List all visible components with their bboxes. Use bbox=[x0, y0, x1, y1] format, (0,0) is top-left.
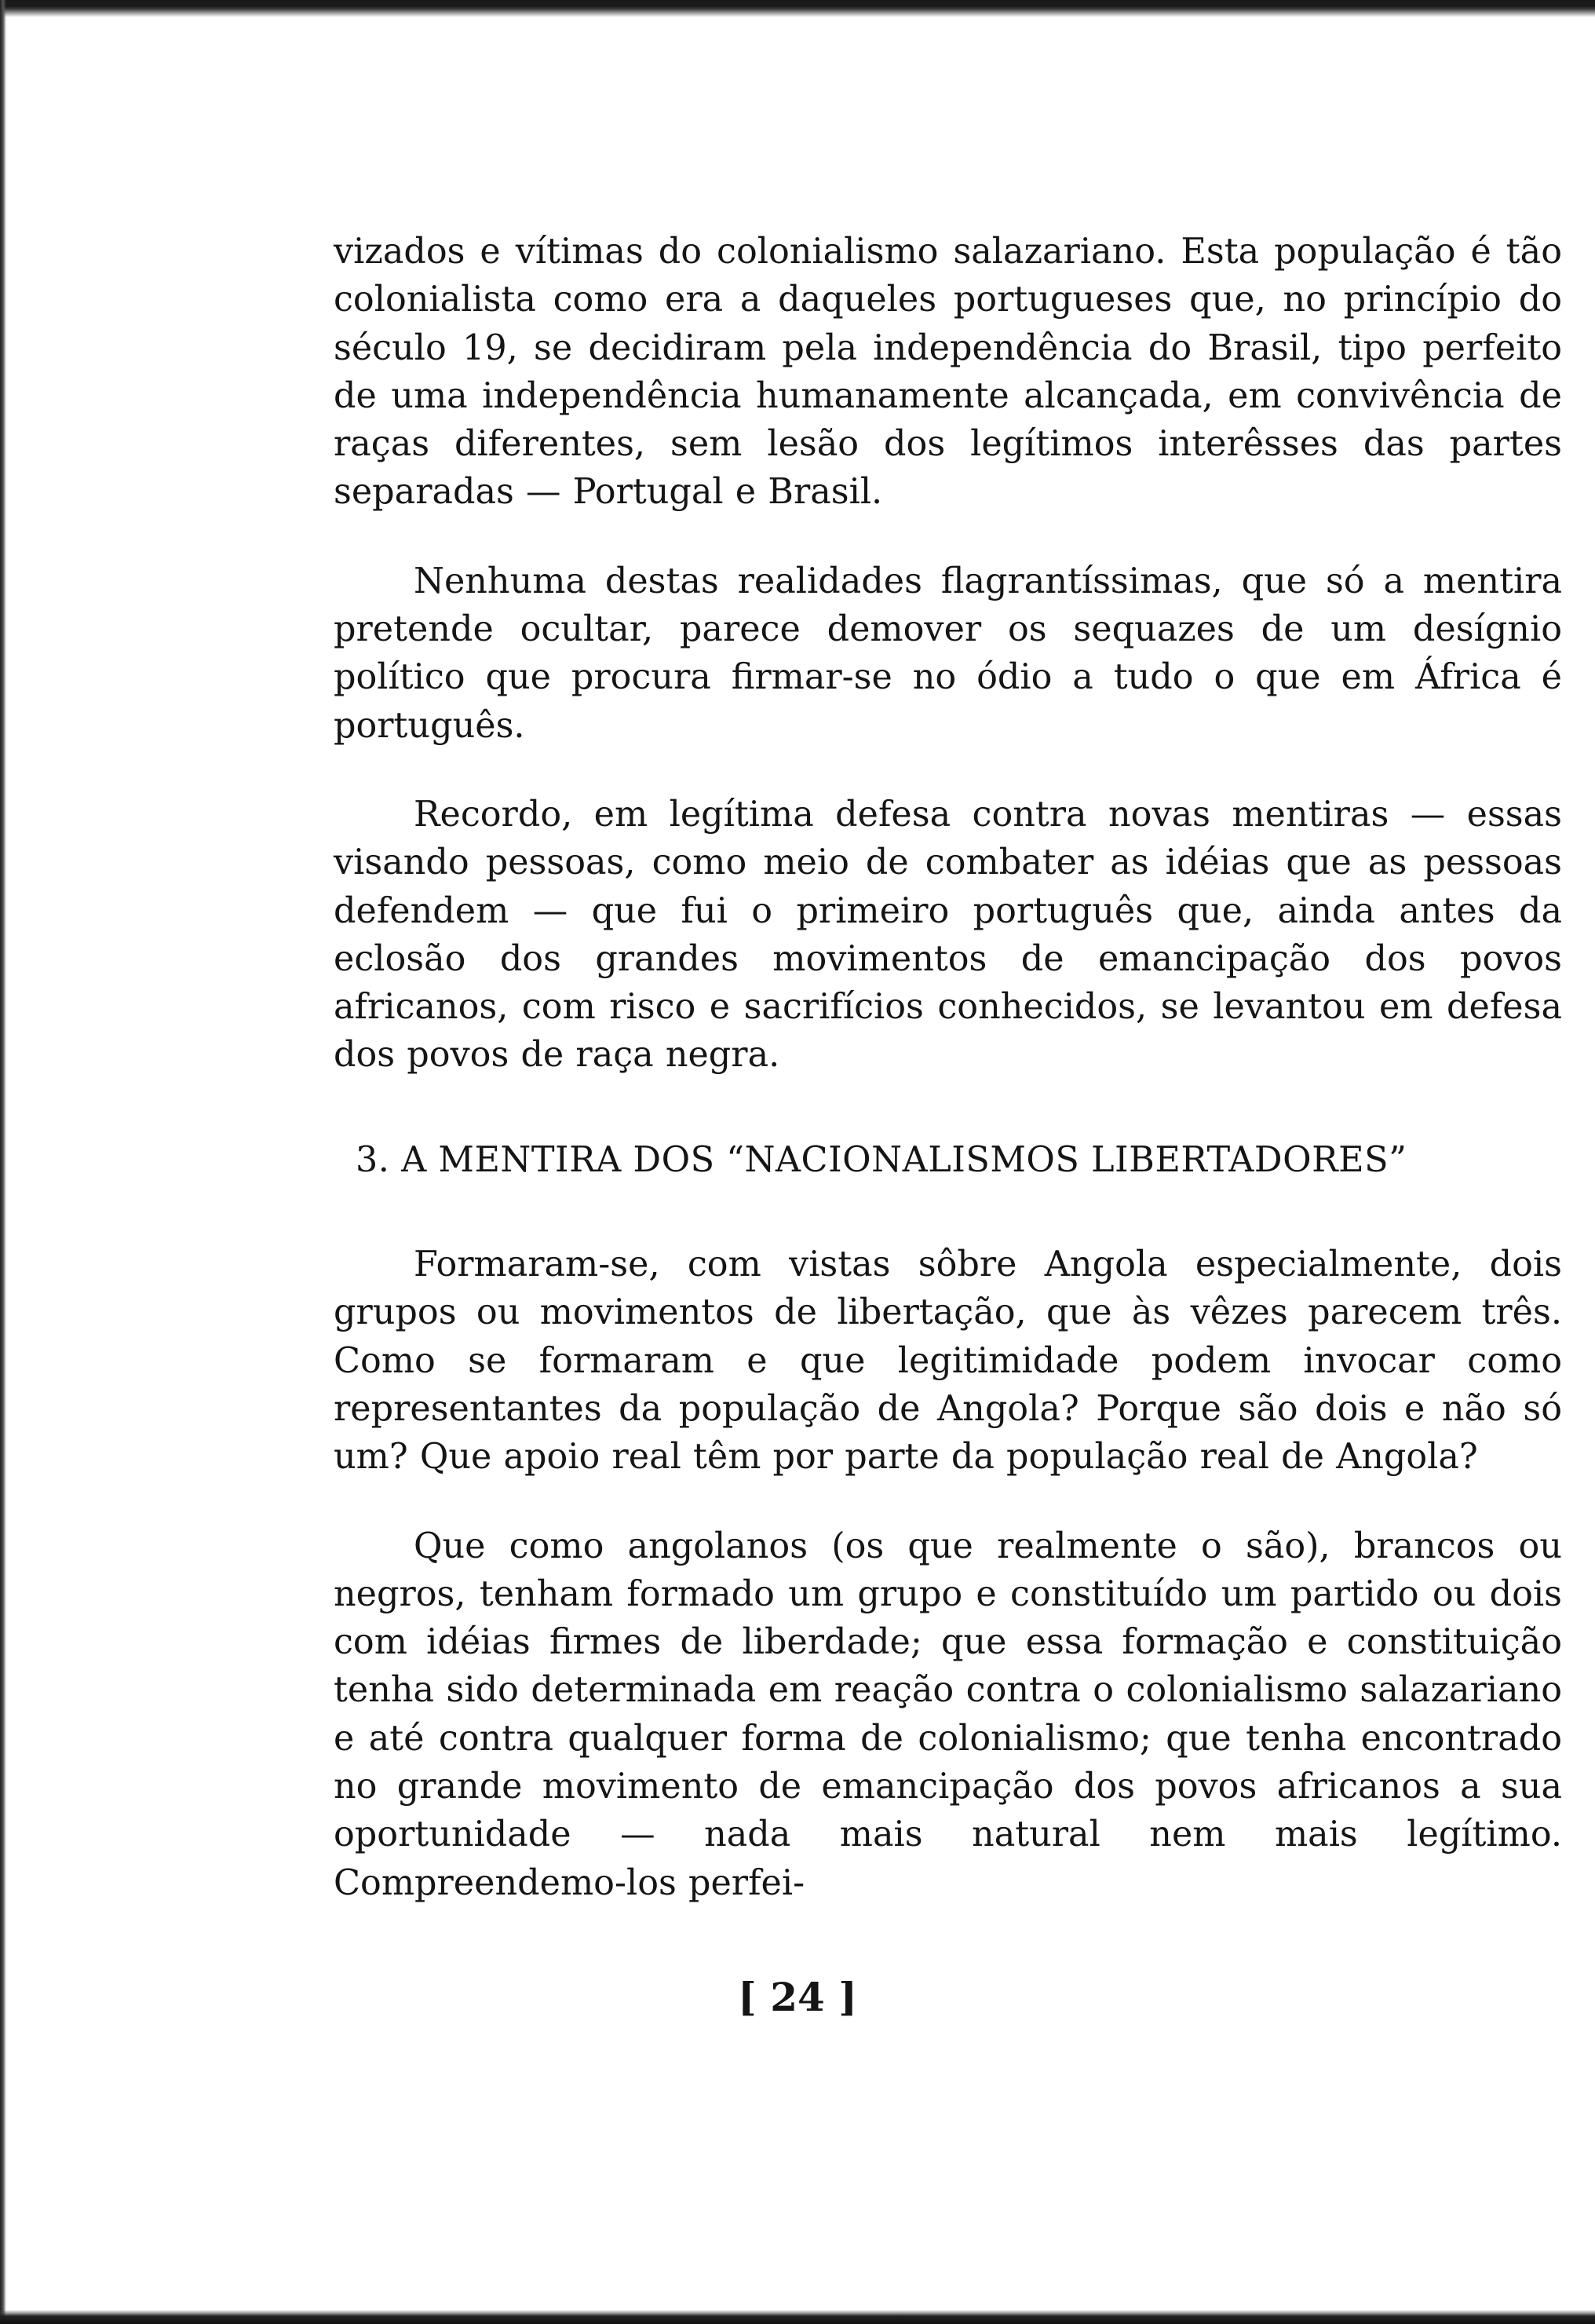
paragraph-gap bbox=[334, 517, 1562, 557]
page-body bbox=[334, 228, 1562, 1907]
paragraph-gap bbox=[334, 1482, 1562, 1522]
paragraph-continuation: vizados e vítimas do colonialismo salazariano. Esta população é tão colonialista como era a daqueles portugueses que, no princípio do século 19, se decidiram pela independência do Brasil, tipo perfeito de uma independência humanamente alcançada, em convivência de raças diferentes, sem lesão dos legítimos interêsses das partes separadas — Portugal e Brasil. bbox=[334, 232, 1562, 513]
scan-edge-top bbox=[0, 0, 1595, 17]
section-gap bbox=[334, 1080, 1562, 1136]
section-heading: 3. A MENTIRA DOS “NACIONALISMOS LIBERTADORES” bbox=[356, 1139, 1407, 1180]
paragraph: Que como angolanos (os que realmente o são), brancos ou negros, tenham formado um grupo e constituído um partido ou dois com idéias firmes de liberdade; que essa formação e constituição tenha sido determinada em reação contra o colonialismo salazariano e até contra qualquer forma de colonialismo; que tenha encontrado no grande movimento de emancipação dos povos africanos a sua oportunidade — nada mais natural nem mais legítimo. Compreendemo-los perfei- bbox=[334, 1526, 1562, 1903]
paragraph-gap bbox=[334, 750, 1562, 791]
section-gap bbox=[334, 1184, 1562, 1241]
page-number: [ 24 ] bbox=[738, 1974, 857, 2020]
paragraph: Recordo, em legítima defesa contra novas mentiras — essas visando pessoas, como meio de combater as idéias que as pessoas defendem — que fui o primeiro português que, ainda antes da eclosão dos grandes movimentos de emancipação dos povos africanos, com risco e sacrifícios conhecidos, se levantou em defesa dos povos de raça negra. bbox=[334, 794, 1562, 1076]
scan-edge-bottom bbox=[0, 2310, 1595, 2324]
paragraph: Formaram-se, com vistas sôbre Angola especialmente, dois grupos ou movimentos de libertação, que às vêzes parecem três. Como se formaram e que legitimidade podem invocar como representantes da população de Angola? Porque são dois e não só um? Que apoio real têm por parte da população real de Angola? bbox=[334, 1244, 1562, 1478]
paragraph: Nenhuma destas realidades flagrantíssimas, que só a mentira pretende ocultar, parece demover os sequazes de um desígnio político que procura firmar-se no ódio a tudo o que em África é português. bbox=[334, 561, 1562, 746]
